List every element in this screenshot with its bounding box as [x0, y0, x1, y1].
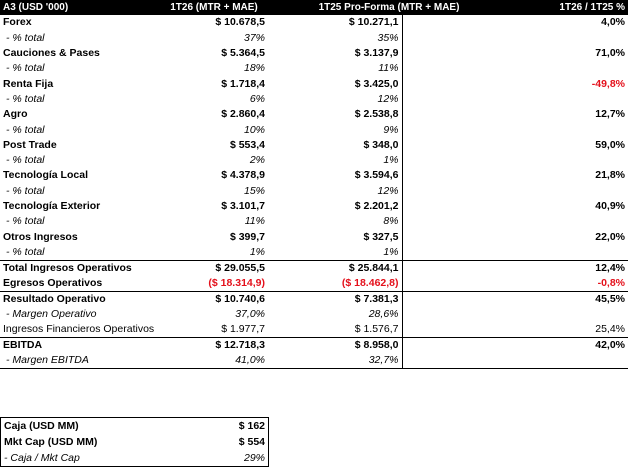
cell-change[interactable]: [510, 214, 628, 229]
cell-1t26[interactable]: 37,0%: [235, 307, 265, 320]
cell-1t25[interactable]: $ 348,0: [363, 138, 399, 151]
cell-1t25[interactable]: $ 8.958,0: [268, 338, 402, 354]
row-label[interactable]: - % total: [6, 245, 45, 258]
cell-1t26[interactable]: $ 5.364,5: [221, 47, 265, 60]
summary-label[interactable]: - Caja / Mkt Cap: [4, 452, 80, 464]
header-row: [0, 0, 628, 15]
table-row: [0, 122, 628, 137]
cell-change[interactable]: [510, 61, 628, 76]
cell-1t26[interactable]: $ 29.055,5: [160, 260, 268, 276]
cell-change[interactable]: 71,0%: [595, 47, 626, 60]
table-row: [0, 184, 628, 199]
summary-value[interactable]: 29%: [243, 452, 265, 464]
cell-1t26[interactable]: $ 10.678,5: [215, 16, 265, 29]
row-label[interactable]: - % total: [6, 92, 45, 105]
cell-1t26[interactable]: 15%: [243, 184, 265, 197]
table-row: [0, 31, 628, 46]
header-1t26[interactable]: 1T26 (MTR + MAE): [160, 0, 268, 15]
cell-1t26[interactable]: $ 1.718,4: [221, 77, 265, 90]
cell-change[interactable]: [510, 92, 628, 107]
table-row: [0, 168, 628, 183]
row-label[interactable]: - % total: [6, 184, 45, 197]
cell-1t25[interactable]: ($ 18.462,8): [341, 276, 399, 289]
row-label[interactable]: Total Ingresos Operativos: [0, 260, 160, 276]
cell-change[interactable]: [510, 31, 628, 46]
cell-1t26[interactable]: 37%: [243, 31, 265, 44]
table-row: [0, 245, 628, 261]
cell-1t25[interactable]: $ 327,5: [363, 230, 399, 243]
row-label[interactable]: - % total: [6, 31, 45, 44]
row-label[interactable]: Agro: [3, 108, 28, 121]
cell-1t25[interactable]: 28,6%: [368, 307, 399, 320]
cell-change[interactable]: [510, 245, 628, 261]
cell-1t25[interactable]: $ 10.271,1: [348, 16, 399, 29]
cell-change[interactable]: 22,0%: [595, 230, 626, 243]
summary-row: [1, 434, 269, 450]
row-label[interactable]: Tecnología Exterior: [3, 200, 101, 212]
table-row-expenses: [0, 276, 628, 292]
table-row: [0, 46, 628, 61]
table-row: [0, 15, 628, 30]
row-label[interactable]: EBITDA: [0, 338, 160, 354]
row-label[interactable]: Cauciones & Pases: [3, 47, 100, 60]
cell-1t26[interactable]: ($ 18.314,9): [208, 276, 265, 289]
cell-1t25[interactable]: $ 3.137,9: [354, 47, 399, 60]
header-label[interactable]: A3 (USD '000): [0, 0, 160, 15]
table-row: [0, 214, 628, 229]
row-label[interactable]: Otros Ingresos: [3, 230, 78, 243]
table-row: [0, 153, 628, 168]
summary-label[interactable]: Caja (USD MM): [4, 420, 79, 432]
cell-1t26[interactable]: $ 1.977,7: [221, 323, 265, 336]
cell-1t26[interactable]: 1%: [249, 245, 265, 258]
summary-row: [1, 450, 269, 467]
cell-1t25[interactable]: 8%: [383, 215, 399, 228]
cell-change[interactable]: [510, 153, 628, 168]
row-label[interactable]: Resultado Operativo: [0, 291, 160, 307]
header-1t25[interactable]: 1T25 Pro-Forma (MTR + MAE): [268, 0, 510, 15]
summary-box: [0, 417, 269, 467]
cell-1t25[interactable]: 1%: [383, 154, 399, 167]
row-label[interactable]: Renta Fija: [3, 77, 54, 90]
cell-1t25[interactable]: $ 3.594,6: [354, 169, 399, 182]
cell-1t25[interactable]: $ 2.201,2: [354, 200, 399, 212]
row-label[interactable]: Post Trade: [3, 138, 57, 151]
table-row: [0, 229, 628, 244]
cell-1t26[interactable]: 2%: [249, 154, 265, 167]
cell-1t25[interactable]: 32,7%: [268, 353, 402, 369]
cell-change[interactable]: 25,4%: [595, 323, 626, 336]
cell-change[interactable]: -0,8%: [597, 276, 626, 289]
row-label[interactable]: Ingresos Financieros Operativos: [3, 323, 155, 336]
row-label[interactable]: - % total: [6, 123, 45, 136]
table-row: [0, 353, 628, 369]
cell-1t26[interactable]: 6%: [249, 92, 265, 105]
summary-value[interactable]: $ 554: [238, 436, 265, 448]
cell-change[interactable]: 40,9%: [595, 200, 626, 212]
cell-change[interactable]: 45,5%: [510, 291, 628, 307]
table-row-total-revenue: [0, 260, 628, 276]
row-label[interactable]: Tecnología Local: [3, 169, 88, 182]
cell-change[interactable]: 4,0%: [601, 16, 626, 29]
cell-1t25[interactable]: 12%: [377, 184, 399, 197]
cell-change[interactable]: 12,4%: [510, 260, 628, 276]
header-change[interactable]: 1T26 / 1T25 %: [510, 0, 628, 15]
table-row: [0, 61, 628, 76]
row-label[interactable]: - % total: [6, 62, 45, 75]
table-row-ebitda: [0, 338, 628, 354]
cell-1t25[interactable]: $ 2.538,8: [354, 108, 399, 121]
table-row: [0, 322, 628, 338]
cell-change[interactable]: [510, 307, 628, 322]
cell-change[interactable]: [510, 122, 628, 137]
cell-change[interactable]: 59,0%: [595, 138, 626, 151]
summary-value[interactable]: $ 162: [238, 420, 265, 432]
cell-change[interactable]: 42,0%: [510, 338, 628, 354]
cell-1t26[interactable]: 41,0%: [160, 353, 268, 369]
row-label[interactable]: - Margen EBITDA: [0, 353, 160, 369]
cell-1t25[interactable]: 12%: [377, 92, 399, 105]
row-label[interactable]: - % total: [6, 215, 45, 228]
cell-1t26[interactable]: $ 10.740,6: [160, 291, 268, 307]
cell-1t25[interactable]: $ 1.576,7: [354, 323, 399, 336]
cell-1t25[interactable]: 35%: [377, 31, 399, 44]
cell-1t25[interactable]: $ 7.381,3: [268, 291, 402, 307]
cell-change[interactable]: [510, 184, 628, 199]
cell-1t25[interactable]: 9%: [383, 123, 399, 136]
cell-change[interactable]: [510, 353, 628, 369]
row-label[interactable]: - % total: [6, 154, 45, 167]
cell-1t26[interactable]: 11%: [244, 215, 265, 228]
cell-1t26[interactable]: $ 399,7: [229, 230, 265, 243]
table-row: [0, 138, 628, 153]
cell-change[interactable]: -49,8%: [591, 77, 626, 90]
cell-1t25[interactable]: $ 3.425,0: [354, 77, 399, 90]
table-row: [0, 92, 628, 107]
cell-1t26[interactable]: $ 12.718,3: [160, 338, 268, 354]
cell-1t26[interactable]: $ 3.101,7: [221, 200, 265, 212]
cell-1t26[interactable]: $ 2.860,4: [221, 108, 265, 121]
cell-1t25[interactable]: 11%: [378, 62, 399, 75]
cell-change[interactable]: 21,8%: [595, 169, 626, 182]
summary-label[interactable]: Mkt Cap (USD MM): [4, 436, 98, 448]
table-row: [0, 307, 628, 322]
table-row: [0, 76, 628, 91]
table-row-operating-result: [0, 291, 628, 307]
row-label[interactable]: Egresos Operativos: [3, 276, 103, 289]
row-label[interactable]: - Margen Operativo: [6, 307, 97, 320]
cell-1t26[interactable]: $ 4.378,9: [221, 169, 265, 182]
table-row: [0, 199, 628, 214]
cell-change[interactable]: 12,7%: [595, 108, 626, 121]
cell-1t26[interactable]: 18%: [243, 62, 265, 75]
summary-row: [1, 418, 269, 435]
table-row: [0, 107, 628, 122]
cell-1t25[interactable]: $ 25.844,1: [268, 260, 402, 276]
cell-1t26[interactable]: 10%: [243, 123, 265, 136]
row-label[interactable]: Forex: [3, 16, 32, 29]
cell-1t26[interactable]: $ 553,4: [229, 138, 265, 151]
cell-1t25[interactable]: 1%: [383, 245, 399, 258]
